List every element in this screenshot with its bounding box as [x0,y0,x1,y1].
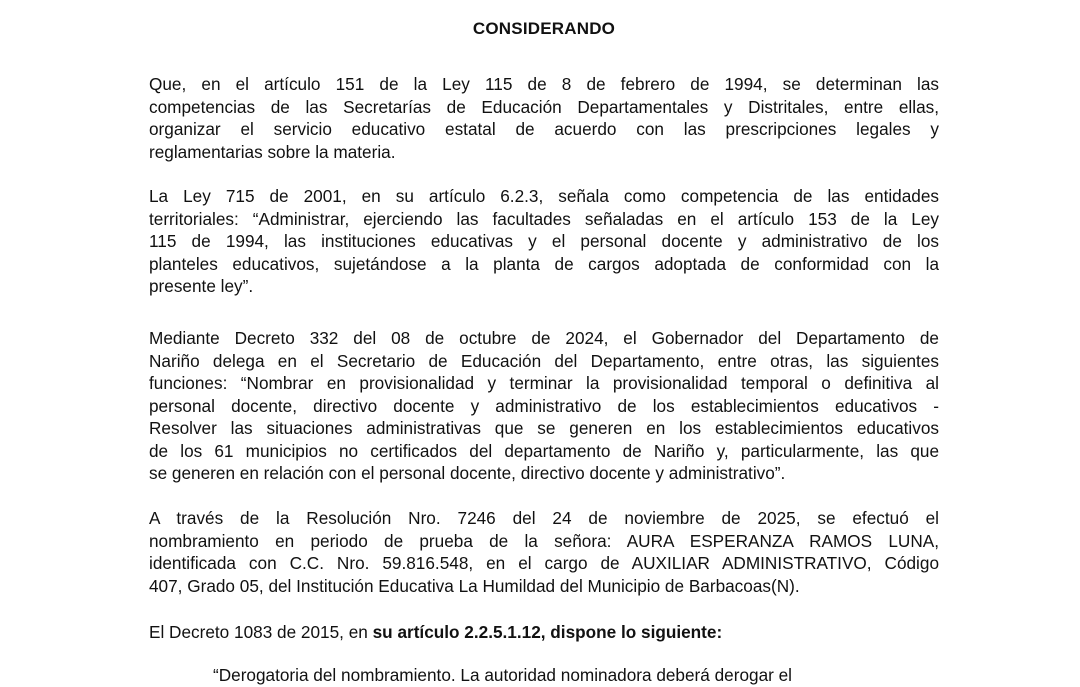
paragraph-line: 407, Grado 05, del Institución Educativa La Humildad del Municipio de Barbacoas(N). [149,575,800,596]
paragraph-line: A través de la Resolución Nro. 7246 del 24 de noviembre de 2025, se efectuó el [149,508,939,528]
paragraph-line: reglamentarias sobre la materia. [149,141,396,162]
paragraph-line: funciones: “Nombrar en provisionalidad y terminar la provisionalidad temporal o definitiva al [149,373,939,393]
paragraph-decreto-1083 [149,621,939,644]
paragraph-ley-115 [149,73,939,163]
paragraph-line: de los 61 municipios no certificados del departamento de Nariño y, particularmente, las que [149,440,939,461]
quoted-text: “Derogatoria del nombramiento. La autoridad nominadora deberá derogar el [213,665,793,685]
paragraph-line: nombramiento en periodo de prueba de la señora: AURA ESPERANZA RAMOS LUNA, [149,530,939,551]
paragraph-line: organizar el servicio educativo estatal de acuerdo con las prescripciones legales y [149,119,939,139]
paragraph-line: Que, en el artículo 151 de la Ley 115 de 8 de febrero de 1994, se determinan las [149,74,939,94]
paragraph-line: Resolver las situaciones administrativas que se generen en los establecimientos educativos [149,418,939,438]
paragraph-decreto-332 [149,327,939,485]
paragraph-line: planteles educativos, sujetándose a la planta de cargos adoptada de conformidad con la [149,253,939,274]
paragraph-line: 115 de 1994, las instituciones educativas y el personal docente y administrativo de los [149,231,939,251]
paragraph-ley-715 [149,185,939,298]
paragraph-resolucion-7246 [149,507,939,597]
decree-intro-text: El Decreto 1083 de 2015, en [149,622,373,642]
section-heading: CONSIDERANDO [472,19,616,38]
paragraph-line: Mediante Decreto 332 del 08 de octubre de 2024, el Gobernador del Departamento de [149,328,939,348]
paragraph-line: La Ley 715 de 2001, en su artículo 6.2.3, señala como competencia de las entidades [149,186,939,206]
paragraph-line: territoriales: “Administrar, ejerciendo las facultades señaladas en el artículo 153 de la Ley [149,208,939,229]
paragraph-line: Nariño delega en el Secretario de Educación del Departamento, entre otras, las siguientes [149,350,939,371]
paragraph-line [149,621,939,644]
paragraph-line: personal docente, directivo docente y administrativo de los establecimientos educativos - [149,395,939,416]
paragraph-line: competencias de las Secretarías de Educación Departamentales y Distritales, entre ellas, [149,96,939,117]
decree-intro-bold: su artículo 2.2.5.1.12, dispone lo siguiente: [372,622,723,642]
paragraph-line: presente ley”. [149,276,254,296]
paragraph-line: identificada con C.C. Nro. 59.816.548, en el cargo de AUXILIAR ADMINISTRATIVO, Código [149,553,939,573]
paragraph-line: se generen en relación con el personal docente, directivo docente y administrativo”. [149,463,786,483]
